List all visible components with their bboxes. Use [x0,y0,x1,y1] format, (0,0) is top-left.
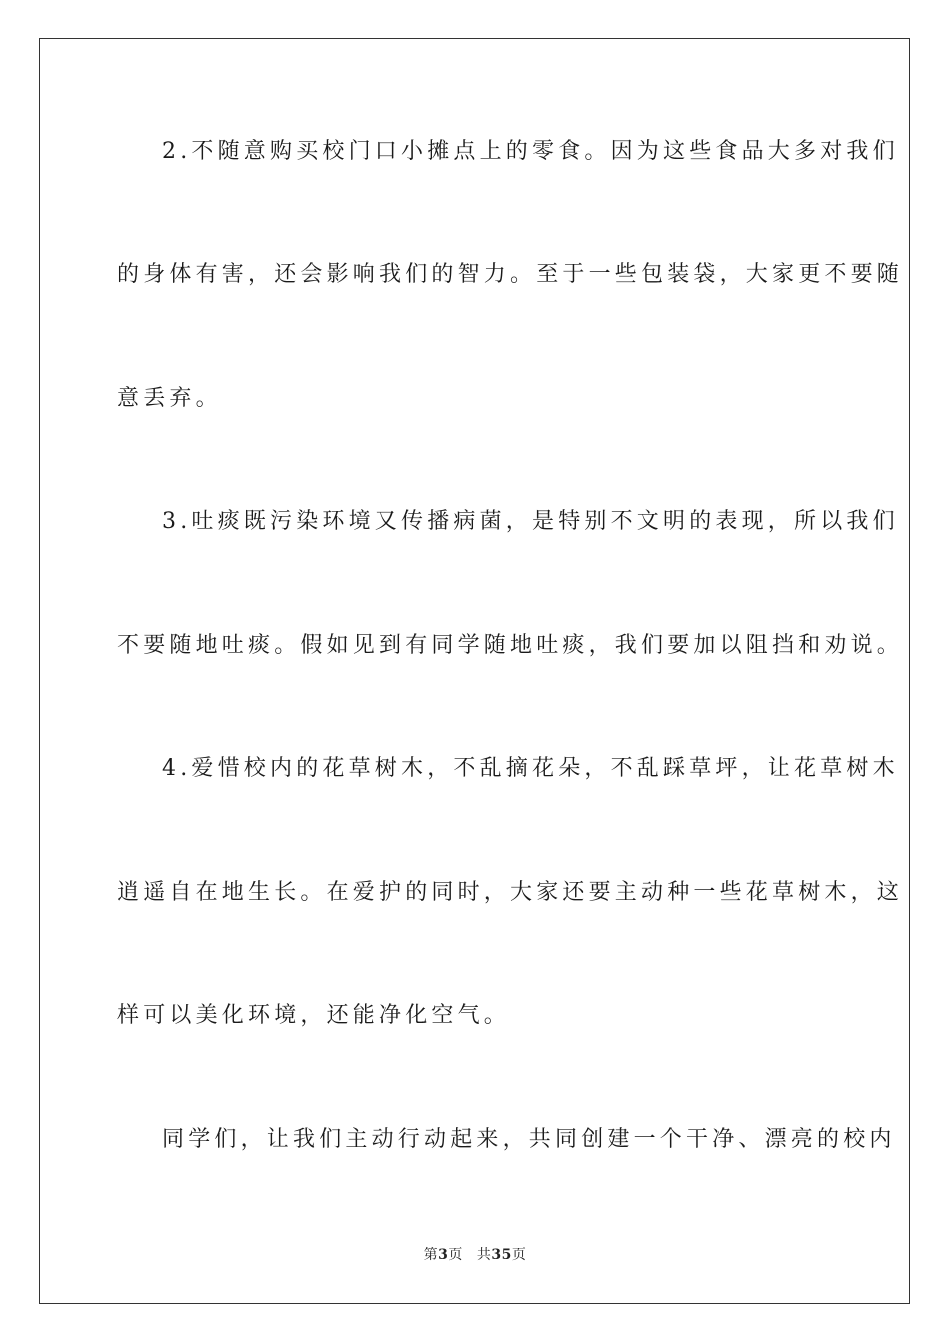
paragraph-line: 的身体有害，还会影响我们的智力。至于一些包装袋，大家更不要随 [117,262,904,287]
footer-total-prefix: 共 [476,1247,492,1263]
footer-page-current: 3 [438,1247,449,1263]
footer-page-prefix: 第 [423,1247,439,1263]
page-footer [0,1244,950,1264]
paragraph-line: 4.爱惜校内的花草树木，不乱摘花朵，不乱踩草坪，让花草树木 [162,756,899,781]
footer-total-unit: 页 [511,1247,527,1263]
paragraph-line: 逍遥自在地生长。在爱护的同时，大家还要主动种一些花草树木，这 [117,880,904,905]
paragraph-line: 样可以美化环境，还能净化空气。 [117,1003,511,1028]
paragraph-line: 意丢弃。 [117,386,222,411]
footer-page-total: 35 [491,1247,512,1263]
paragraph-line: 3.吐痰既污染环境又传播病菌，是特别不文明的表现，所以我们 [162,509,899,534]
footer-page-unit: 页 [448,1247,463,1263]
paragraph-line: 同学们，让我们主动行动起来，共同创建一个干净、漂亮的校内 [162,1127,896,1152]
page-frame [39,38,910,1304]
paragraph-line: 不要随地吐痰。假如见到有同学随地吐痰，我们要加以阻挡和劝说。 [117,633,904,658]
paragraph-line: 2.不随意购买校门口小摊点上的零食。因为这些食品大多对我们 [162,139,899,164]
